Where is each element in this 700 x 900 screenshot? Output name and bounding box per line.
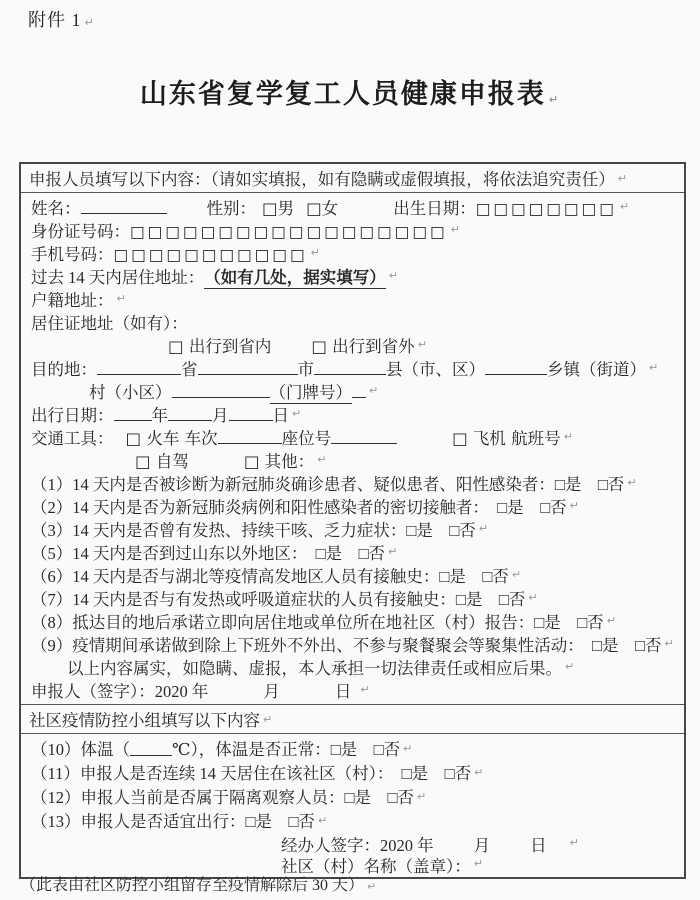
pilcrow-mark: ↵ — [627, 476, 637, 489]
question-8: （8）抵达目的地后承诺立即向居住地或单位所在地社区（村）报告：□是 □否 ↵ — [31, 613, 616, 632]
health-declaration-form — [19, 162, 686, 879]
travel-scope-line — [31, 333, 674, 356]
transport-label: 交通工具： — [31, 429, 114, 448]
destination-city-blank — [198, 361, 298, 375]
pilcrow-mark: ↵ — [664, 637, 674, 650]
temperature-blank-field — [130, 742, 172, 756]
temperature-label: （10）体温（ — [31, 740, 130, 759]
gender-label: 性别： — [206, 199, 256, 218]
form-title: 山东省复学复工人员健康申报表 ↵ — [139, 79, 561, 109]
section2-body — [21, 733, 684, 877]
question-12: （12）申报人当前是否属于隔离观察人员：□是 □否 ↵ — [31, 788, 427, 807]
travel-date-line — [31, 402, 674, 425]
travel-date-label: 出行日期： — [31, 406, 114, 425]
pilcrow-mark: ↵ — [367, 880, 377, 893]
handler-month: 月 — [473, 836, 491, 855]
pilcrow-mark: ↵ — [417, 338, 427, 351]
pilcrow-mark: ↵ — [565, 660, 575, 673]
pilcrow-mark: ↵ — [317, 813, 328, 827]
question-11: （11）申报人是否连续 14 天居住在该社区（村）： □是 □否 ↵ — [31, 764, 484, 783]
phone-label: 手机号码： — [31, 245, 114, 264]
travel-in-province-checkbox: □ 出行到省内 — [168, 337, 272, 356]
residence-permit-label: 居住证地址（如有）： — [31, 314, 188, 333]
address-14days-label: 过去 14 天内居住地址： — [31, 268, 205, 287]
pilcrow-mark: ↵ — [369, 384, 379, 397]
declarant-sign-label: 申报人（签字）： — [31, 682, 155, 701]
handler-year: 2020 年 — [380, 836, 434, 855]
handler-day: 日 — [530, 836, 547, 855]
transport-self-drive-checkbox: □ 自驾 — [135, 452, 189, 471]
name-label: 姓名： — [31, 199, 81, 218]
transport-other-checkbox: □ 其他： — [243, 452, 315, 471]
travel-out-province-checkbox: □ 出行到省外 — [311, 337, 415, 356]
temperature-normal-label: ℃），体温是否正常：□是 □否 — [172, 740, 401, 759]
question-10 — [31, 736, 674, 760]
hukou-address-line — [31, 287, 674, 310]
birth-date-boxes: □□□□□□□□ — [475, 200, 617, 218]
travel-month-blank — [168, 407, 212, 421]
destination-city-label: 市 — [297, 360, 314, 379]
name-gender-birth-line — [31, 195, 674, 218]
seat-number-blank — [331, 430, 397, 444]
pilcrow-mark: ↵ — [450, 223, 460, 236]
pilcrow-mark: ↵ — [563, 430, 573, 443]
travel-day-label: 日 — [272, 406, 289, 425]
travel-month-label: 月 — [212, 406, 229, 425]
pilcrow-mark: ↵ — [569, 836, 579, 849]
sign-year: 2020 年 — [154, 682, 209, 701]
id-number-line — [31, 218, 674, 241]
handler-sign-line — [31, 832, 674, 853]
question-6: （6）14 天内是否与湖北等疫情高发地区人员有接触史：□是 □否 ↵ — [31, 567, 522, 586]
transport-other-line — [31, 448, 674, 471]
section2-header: 社区疫情防控小组填写以下内容 ↵ — [21, 704, 684, 733]
question-7: （7）14 天内是否与有发热或呼吸道症状的人员有接触史：□是 □否 ↵ — [31, 590, 538, 609]
retention-note: （此表由社区防控小组留存至疫情解除后 30 天） ↵ — [20, 877, 377, 894]
pilcrow-mark: ↵ — [617, 171, 627, 185]
destination-province-label: 省 — [181, 360, 198, 379]
handler-sign-label: 经办人签字： — [281, 836, 380, 855]
pilcrow-mark: ↵ — [310, 246, 320, 259]
pilcrow-mark: ↵ — [388, 269, 398, 282]
question-1: （1）14 天内是否被诊断为新冠肺炎确诊患者、疑似患者、阳性感染者：□是 □否 ↵ — [31, 475, 637, 494]
pilcrow-mark: ↵ — [548, 93, 561, 106]
address-14days-line — [31, 264, 674, 287]
question-2: （2）14 天内是否为新冠肺炎病例和阳性感染者的密切接触者： □是 □否 ↵ — [31, 498, 579, 517]
pilcrow-mark: ↵ — [649, 361, 659, 374]
pilcrow-mark: ↵ — [360, 683, 370, 696]
sign-month: 月 — [263, 682, 280, 701]
pilcrow-mark: ↵ — [569, 499, 579, 512]
community-stamp-line: 社区（村）名称（盖章）： ↵ — [281, 857, 483, 876]
id-number-label: 身份证号码： — [31, 222, 130, 241]
travel-year-label: 年 — [151, 406, 168, 425]
name-blank-field — [81, 200, 167, 214]
id-number-boxes: □□□□□□□□□□□□□□□□□□ — [130, 223, 448, 241]
hukou-address-label: 户籍地址： — [31, 291, 114, 310]
destination-county-blank — [314, 361, 386, 375]
destination-label: 目的地： — [31, 360, 97, 379]
transport-train-checkbox: □ 火车 车次 — [125, 429, 218, 448]
village-label: 村（小区） — [89, 383, 172, 402]
destination-town-label: 乡镇（街道） — [547, 360, 646, 379]
gender-male-checkbox: □男 — [262, 199, 295, 218]
pilcrow-mark: ↵ — [292, 407, 302, 420]
house-number-blank — [352, 384, 366, 398]
birth-date-label: 出生日期： — [393, 199, 476, 218]
train-number-blank — [218, 430, 282, 444]
pilcrow-mark: ↵ — [478, 522, 489, 535]
travel-day-blank — [229, 407, 273, 421]
destination-line — [31, 356, 674, 379]
pilcrow-mark: ↵ — [606, 614, 616, 627]
declaration-line: 以上内容属实，如隐瞒、虚报，本人承担一切法律责任或相应后果。 ↵ — [67, 659, 575, 678]
destination-province-blank — [97, 361, 181, 375]
destination-town-blank — [485, 361, 547, 375]
sign-day: 日 — [334, 682, 352, 701]
pilcrow-mark: ↵ — [528, 591, 538, 604]
village-line — [31, 379, 674, 402]
section1-body — [21, 193, 684, 704]
seat-number-label: 座位号 — [281, 429, 332, 448]
pilcrow-mark: ↵ — [84, 16, 95, 29]
pilcrow-mark: ↵ — [116, 292, 126, 305]
question-3: （3）14 天内是否曾有发热、持续干咳、乏力症状：□是 □否 ↵ — [31, 521, 489, 540]
question-5: （5）14 天内是否到过山东以外地区： □是 □否 ↵ — [31, 544, 398, 563]
pilcrow-mark: ↵ — [317, 453, 327, 466]
house-number-label: （门牌号） — [270, 379, 353, 404]
village-blank-field — [172, 384, 270, 398]
question-9: （9）疫情期间承诺做到除上下班外不外出、不参与聚餐聚会等聚集性活动： □是 □否 ↵ — [31, 636, 674, 655]
destination-county-label: 县（市、区） — [386, 360, 485, 379]
transport-plane-checkbox: □ 飞机 航班号 — [452, 429, 561, 448]
travel-year-blank — [114, 407, 152, 421]
pilcrow-mark: ↵ — [403, 741, 413, 755]
pilcrow-mark: ↵ — [511, 568, 522, 581]
pilcrow-mark: ↵ — [474, 765, 484, 779]
pilcrow-mark: ↵ — [473, 857, 483, 870]
pilcrow-mark: ↵ — [263, 712, 273, 726]
gender-female-checkbox: □女 — [306, 199, 339, 218]
phone-line — [31, 241, 674, 264]
address-14days-note: （如有几处，据实填写） — [204, 264, 386, 289]
pilcrow-mark: ↵ — [416, 789, 427, 803]
phone-boxes: □□□□□□□□□□□ — [113, 246, 308, 264]
transport-line — [31, 425, 674, 448]
declarant-sign-line — [31, 678, 674, 701]
question-13: （13）申报人是否适宜出行：□是 □否 ↵ — [31, 812, 328, 831]
attachment-label: 附件 1 ↵ — [28, 10, 95, 30]
section1-header: 申报人员填写以下内容：（请如实填报，如有隐瞒或虚假填报，将依法追究责任） ↵ — [21, 164, 684, 193]
pilcrow-mark: ↵ — [619, 200, 630, 213]
pilcrow-mark: ↵ — [388, 545, 398, 558]
residence-permit-line — [31, 310, 674, 333]
